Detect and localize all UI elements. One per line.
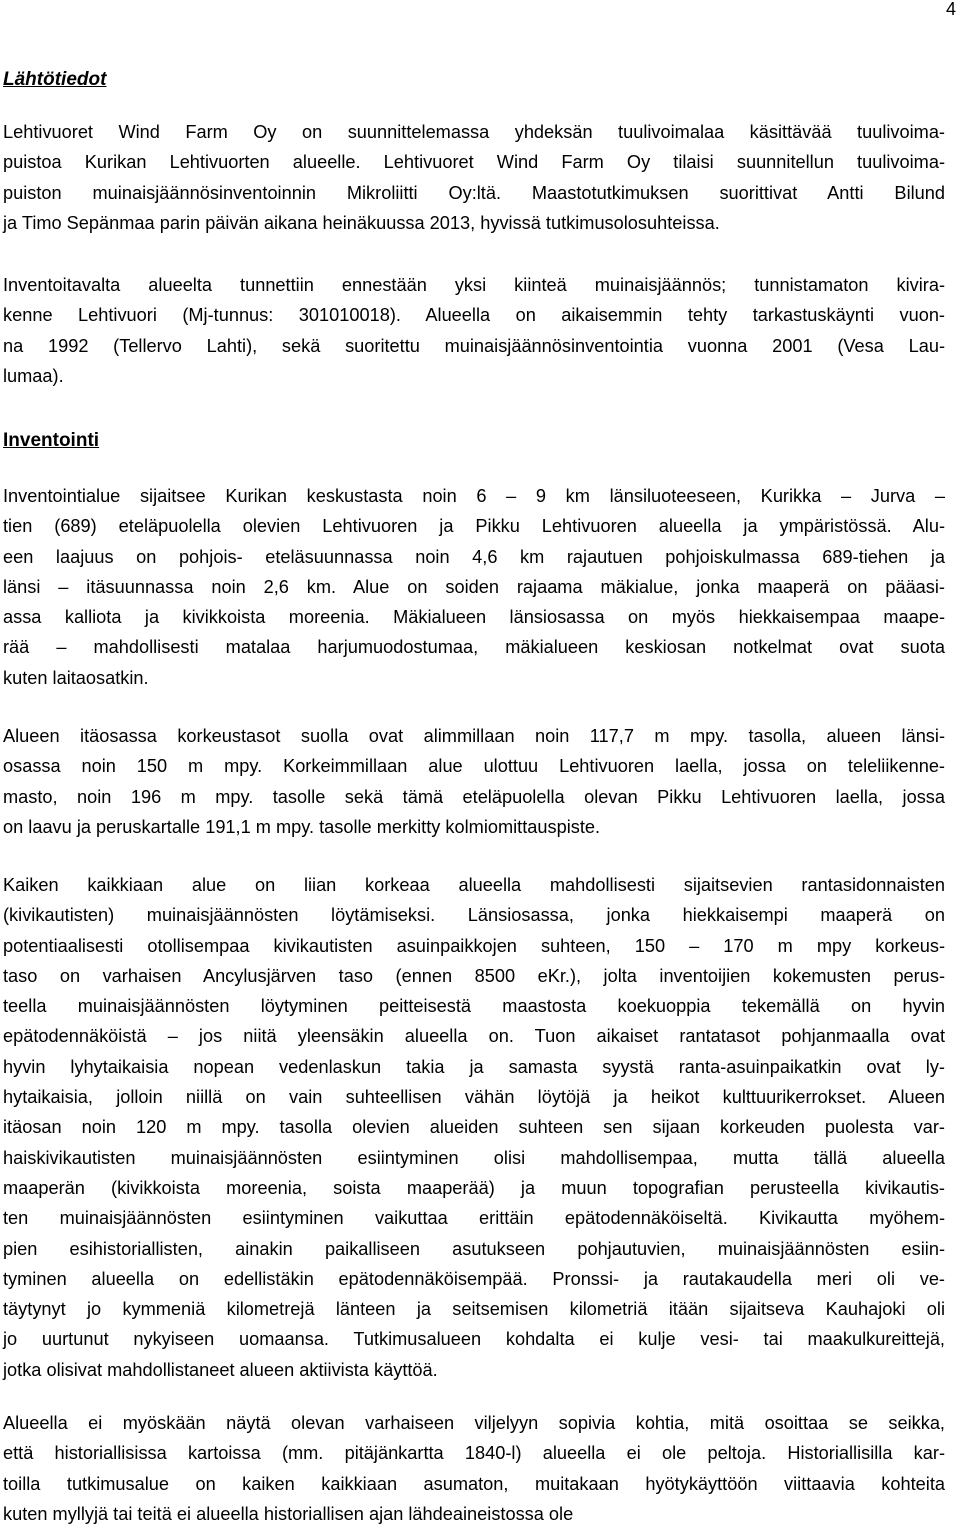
paragraph-lahtotiedot-1 <box>3 117 945 238</box>
text-line: on laavu ja peruskartalle 191,1 m mpy. tasolle merkitty kolmiomittauspiste. <box>3 816 601 837</box>
text-line: rää – mahdollisesti matalaa harjumuodostumaa, mäkialueen keskiosan notkelmat ovat suota <box>3 637 945 658</box>
text-line: tyminen alueella on edellistäkin epätodennäköisempää. Pronssi- ja rautakaudella meri oli ve- <box>3 1268 945 1289</box>
paragraph-inventointi-1 <box>3 481 945 693</box>
text-line: teella muinaisjäännösten löytyminen peitteisestä maastosta koekuoppia tekemällä on hyvin <box>3 996 945 1017</box>
text-line: täytynyt jo kymmeniä kilometrejä länteen ja seitsemisen kilometriä itään sijaitseva Kauhajoki oli <box>3 1299 945 1320</box>
text-line: taso on varhaisen Ancylusjärven taso (ennen 8500 eKr.), jolta inventoijien kokemusten perus- <box>3 965 945 986</box>
text-line: kuten laitaosatkin. <box>3 667 149 688</box>
text-line: na 1992 (Tellervo Lahti), sekä suoritettu muinaisjäännösinventointia vuonna 2001 (Vesa Lau- <box>3 335 945 356</box>
section-heading-lahtotiedot: Lähtötiedot <box>3 69 107 90</box>
text-line: ja Timo Sepänmaa parin päivän aikana heinäkuussa 2013, hyvissä tutkimusolosuhteissa. <box>3 212 720 233</box>
text-line: maaperän (kivikkoista moreenia, soista maaperää) ja muun topografian perusteella kivikautis- <box>3 1177 945 1198</box>
text-line: Lehtivuoret Wind Farm Oy on suunnittelemassa yhdeksän tuulivoimalaa käsittävää tuulivoima- <box>3 122 945 142</box>
text-line: jo uurtunut nykyiseen uomaansa. Tutkimusalueen kohdalta ei kulje vesi- tai maakulkureittejä, <box>3 1329 945 1350</box>
paragraph-inventointi-2 <box>3 721 945 842</box>
text-line: masto, noin 196 m mpy. tasolle sekä tämä eteläpuolella olevan Pikku Lehtivuoren laella, jossa <box>3 786 945 807</box>
text-line: hytaikaisia, jolloin niillä on vain suhteellisen vähän löytöjä ja heikot kulttuurikerrokset. Alueen <box>3 1087 945 1108</box>
text-line: länsi – itäsuunnassa noin 2,6 km. Alue on soiden rajaama mäkialue, jonka maaperä on pääasi- <box>3 576 945 597</box>
paragraph-inventointi-4 <box>3 1408 945 1529</box>
text-line: puistoa Kurikan Lehtivuorten alueelle. Lehtivuoret Wind Farm Oy tilaisi suunnitellun tuulivoima- <box>3 152 945 173</box>
text-line: Alueella ei myöskään näytä olevan varhaiseen viljelyyn sopivia kohtia, mitä osoittaa se seikka, <box>3 1413 945 1433</box>
text-line: tien (689) eteläpuolella olevien Lehtivuoren ja Pikku Lehtivuoren alueella ja ympäristössä. Alu- <box>3 516 945 537</box>
text-line: ten muinaisjäännösten esiintyminen vaikuttaa erittäin epätodennäköiseltä. Kivikautta myöhem- <box>3 1208 945 1229</box>
text-line: itäosan noin 120 m mpy. tasolla olevien alueiden suhteen sen sijaan korkeuden puolesta var- <box>3 1117 945 1138</box>
text-line: Alueen itäosassa korkeustasot suolla ovat alimmillaan noin 117,7 m mpy. tasolla, alueen länsi- <box>3 726 945 746</box>
text-line: lumaa). <box>3 365 64 386</box>
text-line: hyvin lyhytaikaisia nopean vedenlaskun takia ja samasta syystä ranta-asuinpaikatkin ovat ly- <box>3 1056 945 1077</box>
text-line: Inventointialue sijaitsee Kurikan keskustasta noin 6 – 9 km länsiluoteeseen, Kurikka – Jurva – <box>3 486 945 506</box>
text-line: (kivikautisten) muinaisjäännösten löytämiseksi. Länsiosassa, jonka hiekkaisempi maaperä on <box>3 905 945 926</box>
paragraph-lahtotiedot-2 <box>3 270 945 391</box>
text-line: jotka olisivat mahdollistaneet alueen aktiivista käyttöä. <box>3 1359 438 1380</box>
text-line: Inventoitavalta alueelta tunnettiin ennestään yksi kiinteä muinaisjäännös; tunnistamaton kivira- <box>3 275 945 295</box>
text-line: epätodennäköistä – jos niitä yleensäkin alueella on. Tuon aikaiset rantatasot pohjanmaalla ovat <box>3 1026 945 1047</box>
paragraph-inventointi-3 <box>3 870 945 1385</box>
text-line: kenne Lehtivuori (Mj-tunnus: 301010018). Alueella on aikaisemmin tehty tarkastuskäynti vuon- <box>3 305 945 326</box>
text-line: een laajuus on pohjois- eteläsuunnassa noin 4,6 km rajautuen pohjoiskulmassa 689-tiehen ja <box>3 546 945 567</box>
section-heading-inventointi: Inventointi <box>3 430 100 451</box>
text-line: että historiallisissa kartoissa (mm. pitäjänkartta 1840-l) alueella ei ole peltoja. Historiallisilla kar- <box>3 1443 945 1464</box>
text-line: toilla tutkimusalue on kaiken kaikkiaan asumaton, muitakaan hyötykäyttöön viittaavia kohteita <box>3 1473 945 1494</box>
text-line: pien esihistoriallisten, ainakin paikalliseen asutukseen pohjautuvien, muinaisjäännösten esiin- <box>3 1238 945 1259</box>
text-line: haiskivikautisten muinaisjäännösten esiintyminen olisi mahdollisempaa, mutta tällä alueella <box>3 1147 945 1168</box>
text-line: potentiaalisesti otollisempaa kivikautisten asuinpaikkojen suhteen, 150 – 170 m mpy korkeus- <box>3 935 945 956</box>
page-number: 4 <box>945 0 956 19</box>
text-line: assa kalliota ja kivikkoista moreenia. Mäkialueen länsiosassa on myös hiekkaisempaa maape- <box>3 607 945 628</box>
text-line: osassa noin 150 m mpy. Korkeimmillaan alue ulottuu Lehtivuoren laella, jossa on teleliikenne- <box>3 756 945 777</box>
text-line: kuten myllyjä tai teitä ei alueella historiallisen ajan lähdeaineistossa ole <box>3 1503 574 1524</box>
text-line: puiston muinaisjäännösinventoinnin Mikroliitti Oy:ltä. Maastotutkimuksen suorittivat Antti Bilund <box>3 182 945 203</box>
text-line: Kaiken kaikkiaan alue on liian korkeaa alueella mahdollisesti sijaitsevien rantasidonnaisten <box>3 875 945 895</box>
